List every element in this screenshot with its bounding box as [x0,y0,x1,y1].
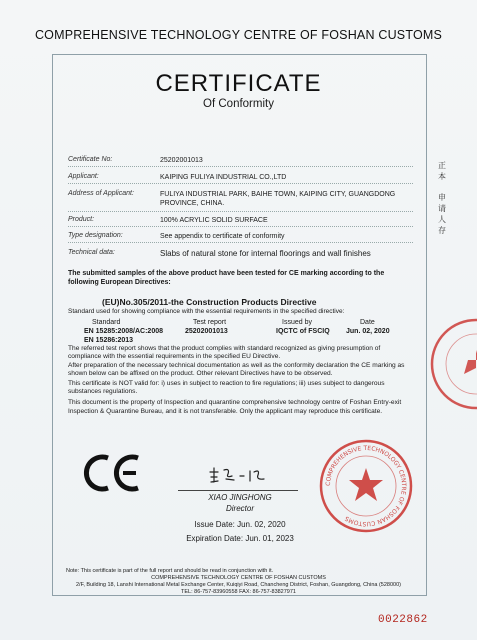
footer-note: Note: This certificate is part of the full report and should be read in conjunction with it. [66,568,274,574]
side-char: 存 [438,226,446,235]
field-label: Address of Applicant: [68,190,134,197]
expiration-date: Expiration Date: Jun. 01, 2023 [186,534,294,543]
field-label: Type designation: [68,232,123,239]
side-annotation [436,160,448,236]
issue-date: Issue Date: Jun. 02, 2020 [194,520,286,529]
field-value: Slabs of natural stone for internal floorings and wall finishes [160,249,371,258]
divider [68,226,413,227]
issued-by-value: IQCTC of FSCIQ [276,328,330,335]
divider [68,211,413,212]
ce-mark-icon [80,452,144,494]
footer-address: 2/F, Building 18, Lanshi International Metal Exchange Center, Kuiqiyi Road, Chancheng District, Foshan, Guangdong, China (528000) [75,582,401,588]
footer-contact: TEL: 86-757-83960558 FAX: 86-757-83827971 [181,589,296,595]
field-label: Certificate No: [68,156,113,163]
signature-icon [206,466,276,486]
side-char: 正 [438,161,446,170]
field-value: 25202001013 [160,157,203,164]
signer-title: Director [225,504,254,513]
field-value: FULIYA INDUSTRIAL PARK, BAIHE TOWN, KAIPING CITY, GUANGDONG PROVINCE, CHINA. [160,191,396,207]
field-label: Technical data: [68,249,115,256]
standard-value: EN 15285:2008/AC:2008 [84,328,163,335]
tested-statement: The submitted samples of the above product have been tested for CE marking according to the following European Directives: [68,270,385,286]
column-header-date: Date [360,319,375,326]
standard-value-extra: EN 15286:2013 [84,337,134,344]
certificate-body [68,345,413,416]
body-paragraph: This certificate is NOT valid for: i) uses in subject to reaction to fire regulations; iii) uses subject to dangerous substances regulations. [68,379,385,396]
side-char: 本 [438,172,446,181]
test-report-value: 25202001013 [185,328,228,335]
divider [68,242,413,243]
date-value: Jun. 02, 2020 [346,328,390,335]
signer-name: XIAO JINGHONG [208,493,272,502]
side-char: 申 [438,193,446,202]
certificate-footer [52,568,425,596]
column-header-issued-by: Issued by [282,319,312,326]
certificate-subtitle: Of Conformity [203,98,274,110]
svg-text:COMPREHENSIVE TECHNOLOGY CENTR: COMPREHENSIVE TECHNOLOGY CENTRE OF FOSHAN CUSTOMS [324,444,408,528]
directive-title: (EU)No.305/2011-the Construction Products Directive [102,297,317,307]
serial-number: 0022862 [378,614,428,626]
directive-line: Standard used for showing compliance with the essential requirements in the specified directive: [68,308,345,315]
column-header-test-report: Test report [193,319,227,326]
column-header-standard: Standard [92,319,121,326]
divider [68,166,413,167]
field-value: See appendix to certificate of conformity [160,233,285,240]
field-label: Applicant: [68,173,99,180]
body-paragraph: This document is the property of Inspection and quarantine comprehensive technology centre of Foshan Entry-exit Inspection & Quarantine Bureau, and it is not transferable. Only the applicant may reproduce this certificate. [68,399,402,415]
official-seal-icon [318,438,414,534]
issuer-header: COMPREHENSIVE TECHNOLOGY CENTRE OF FOSHAN CUSTOMS [34,28,443,42]
side-char: 人 [438,215,446,224]
signature-line [178,490,298,491]
side-char: 请 [438,204,446,213]
certificate-title: CERTIFICATE [155,70,322,97]
field-value: 100% ACRYLIC SOLID SURFACE [160,217,268,224]
divider [68,183,413,184]
body-paragraph: The referred test report shows that the product complies with standard recognized as giving presumption of compliance with the essential requirements in the specified EU Directive. [68,345,381,361]
field-value: KAIPING FULIYA INDUSTRIAL CO.,LTD [160,174,287,181]
body-paragraph: After preparation of the necessary technical documentation as well as the conformity declaration the CE marking as shown below can be affixed on the product. Other relevant Directives have to be observed. [68,361,405,378]
partial-seal-icon [428,316,477,412]
field-label: Product: [68,216,95,223]
footer-org: COMPREHENSIVE TECHNOLOGY CENTRE OF FOSHAN CUSTOMS [151,575,326,581]
